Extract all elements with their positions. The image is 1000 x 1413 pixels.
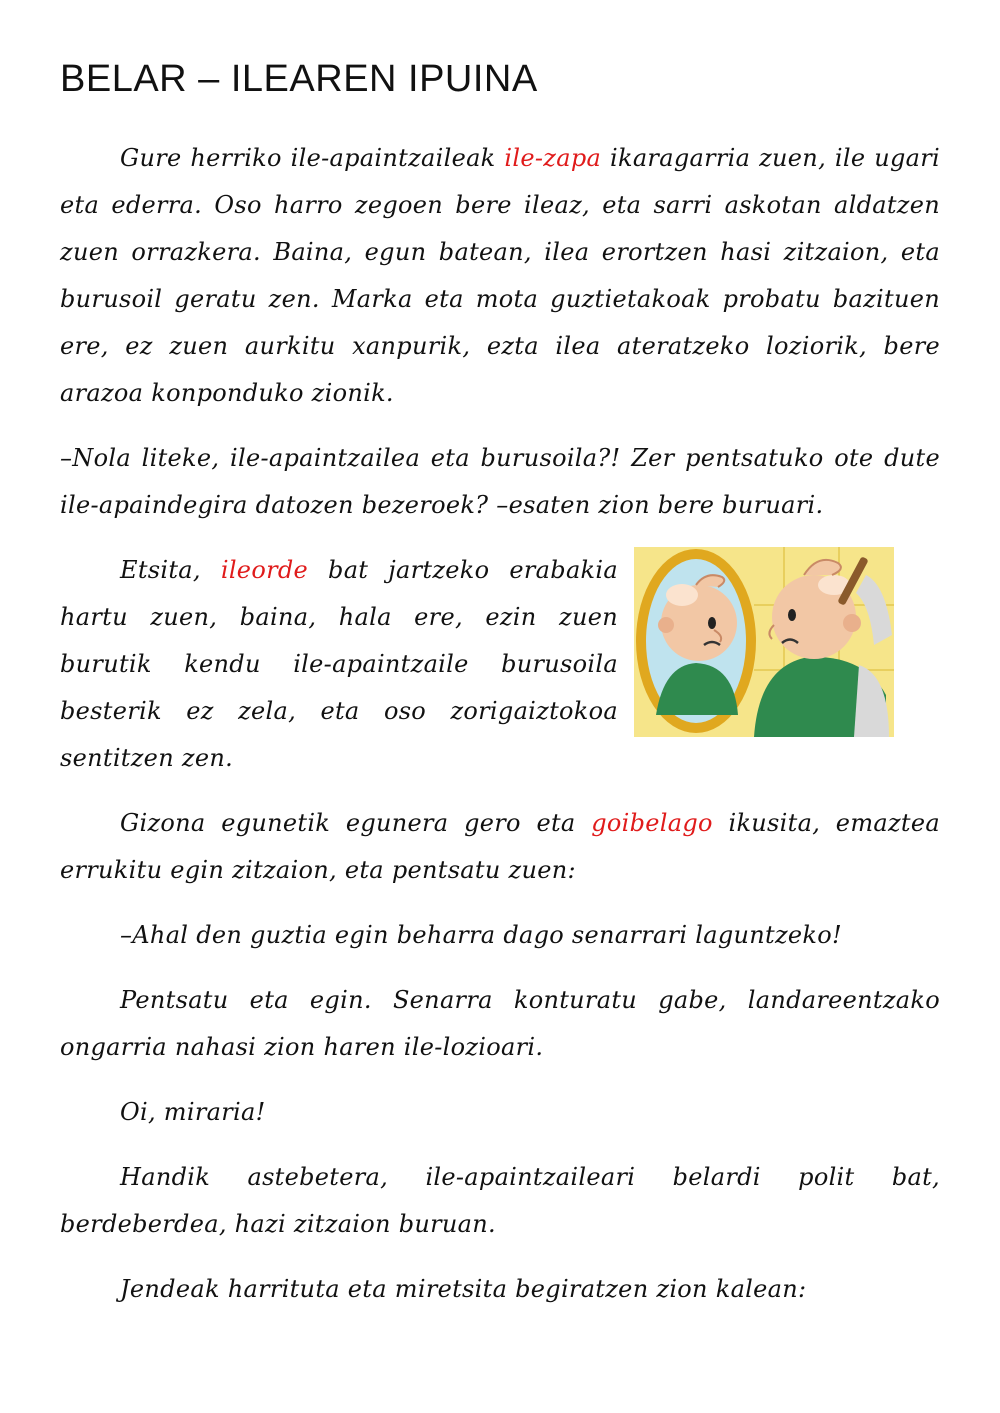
p3-text-b: bat jartzeko erabakia hartu zuen, baina, hala ere, ezin zuen burutik kendu ile-apaintzaile burusoila besterik ez zela, eta oso zorigaiztokoa sentitzen zen. <box>60 556 618 772</box>
paragraph-7: Oi, miraria! <box>120 1098 266 1126</box>
paragraph-6: Pentsatu eta egin. Senarra konturatu gabe, landareentzako ongarria nahasi zion haren ile-lozioari. <box>60 986 940 1061</box>
paragraph-3 <box>60 547 620 782</box>
vocab-ileorde: ileorde <box>220 556 309 584</box>
paragraph-9: Jendeak harrituta eta miretsita begiratzen zion kalean: <box>120 1275 807 1303</box>
p1-text-b: ikaragarria zuen, ile ugari eta ederra. Oso harro zegoen bere ileaz, eta sarri askotan aldatzen zuen orrazkera. Baina, egun batean, ilea erortzen hasi zitzaion, eta burusoil geratu zen. Marka eta mota guztietakoak probatu bazituen ere, ez zuen aurkitu xanpurik, ezta ilea ateratzeko loziorik, bere arazoa konponduko zionik. <box>60 144 940 407</box>
p4-text-a: Gizona egunetik egunera gero eta <box>120 809 592 837</box>
bald-man-mirror-illustration <box>634 547 894 737</box>
story-title: BELAR – ILEAREN IPUINA <box>60 58 538 100</box>
p3-text-a: Etsita, <box>120 556 221 584</box>
paragraph-5: –Ahal den guztia egin beharra dago senarrari laguntzeko! <box>120 921 842 949</box>
story-text <box>60 135 940 1331</box>
paragraph-8: Handik astebetera, ile-apaintzaileari belardi polit bat, berdeberdea, hazi zitzaion buruan. <box>60 1163 940 1238</box>
paragraph-3-block <box>60 547 940 800</box>
vocab-ile-zapa: ile-zapa <box>504 144 602 172</box>
paragraph-4 <box>60 800 940 894</box>
paragraph-1 <box>60 135 940 417</box>
paragraph-2: –Nola liteke, ile-apaintzailea eta burusoila?! Zer pentsatuko ote dute ile-apaindegira datozen bezeroek? –esaten zion bere buruari. <box>60 444 940 519</box>
p1-text-a: Gure herriko ile-apaintzaileak <box>120 144 505 172</box>
p4-text-b: ikusita, emaztea errukitu egin zitzaion, eta pentsatu zuen: <box>60 809 940 884</box>
vocab-goibelago: goibelago <box>591 809 713 837</box>
